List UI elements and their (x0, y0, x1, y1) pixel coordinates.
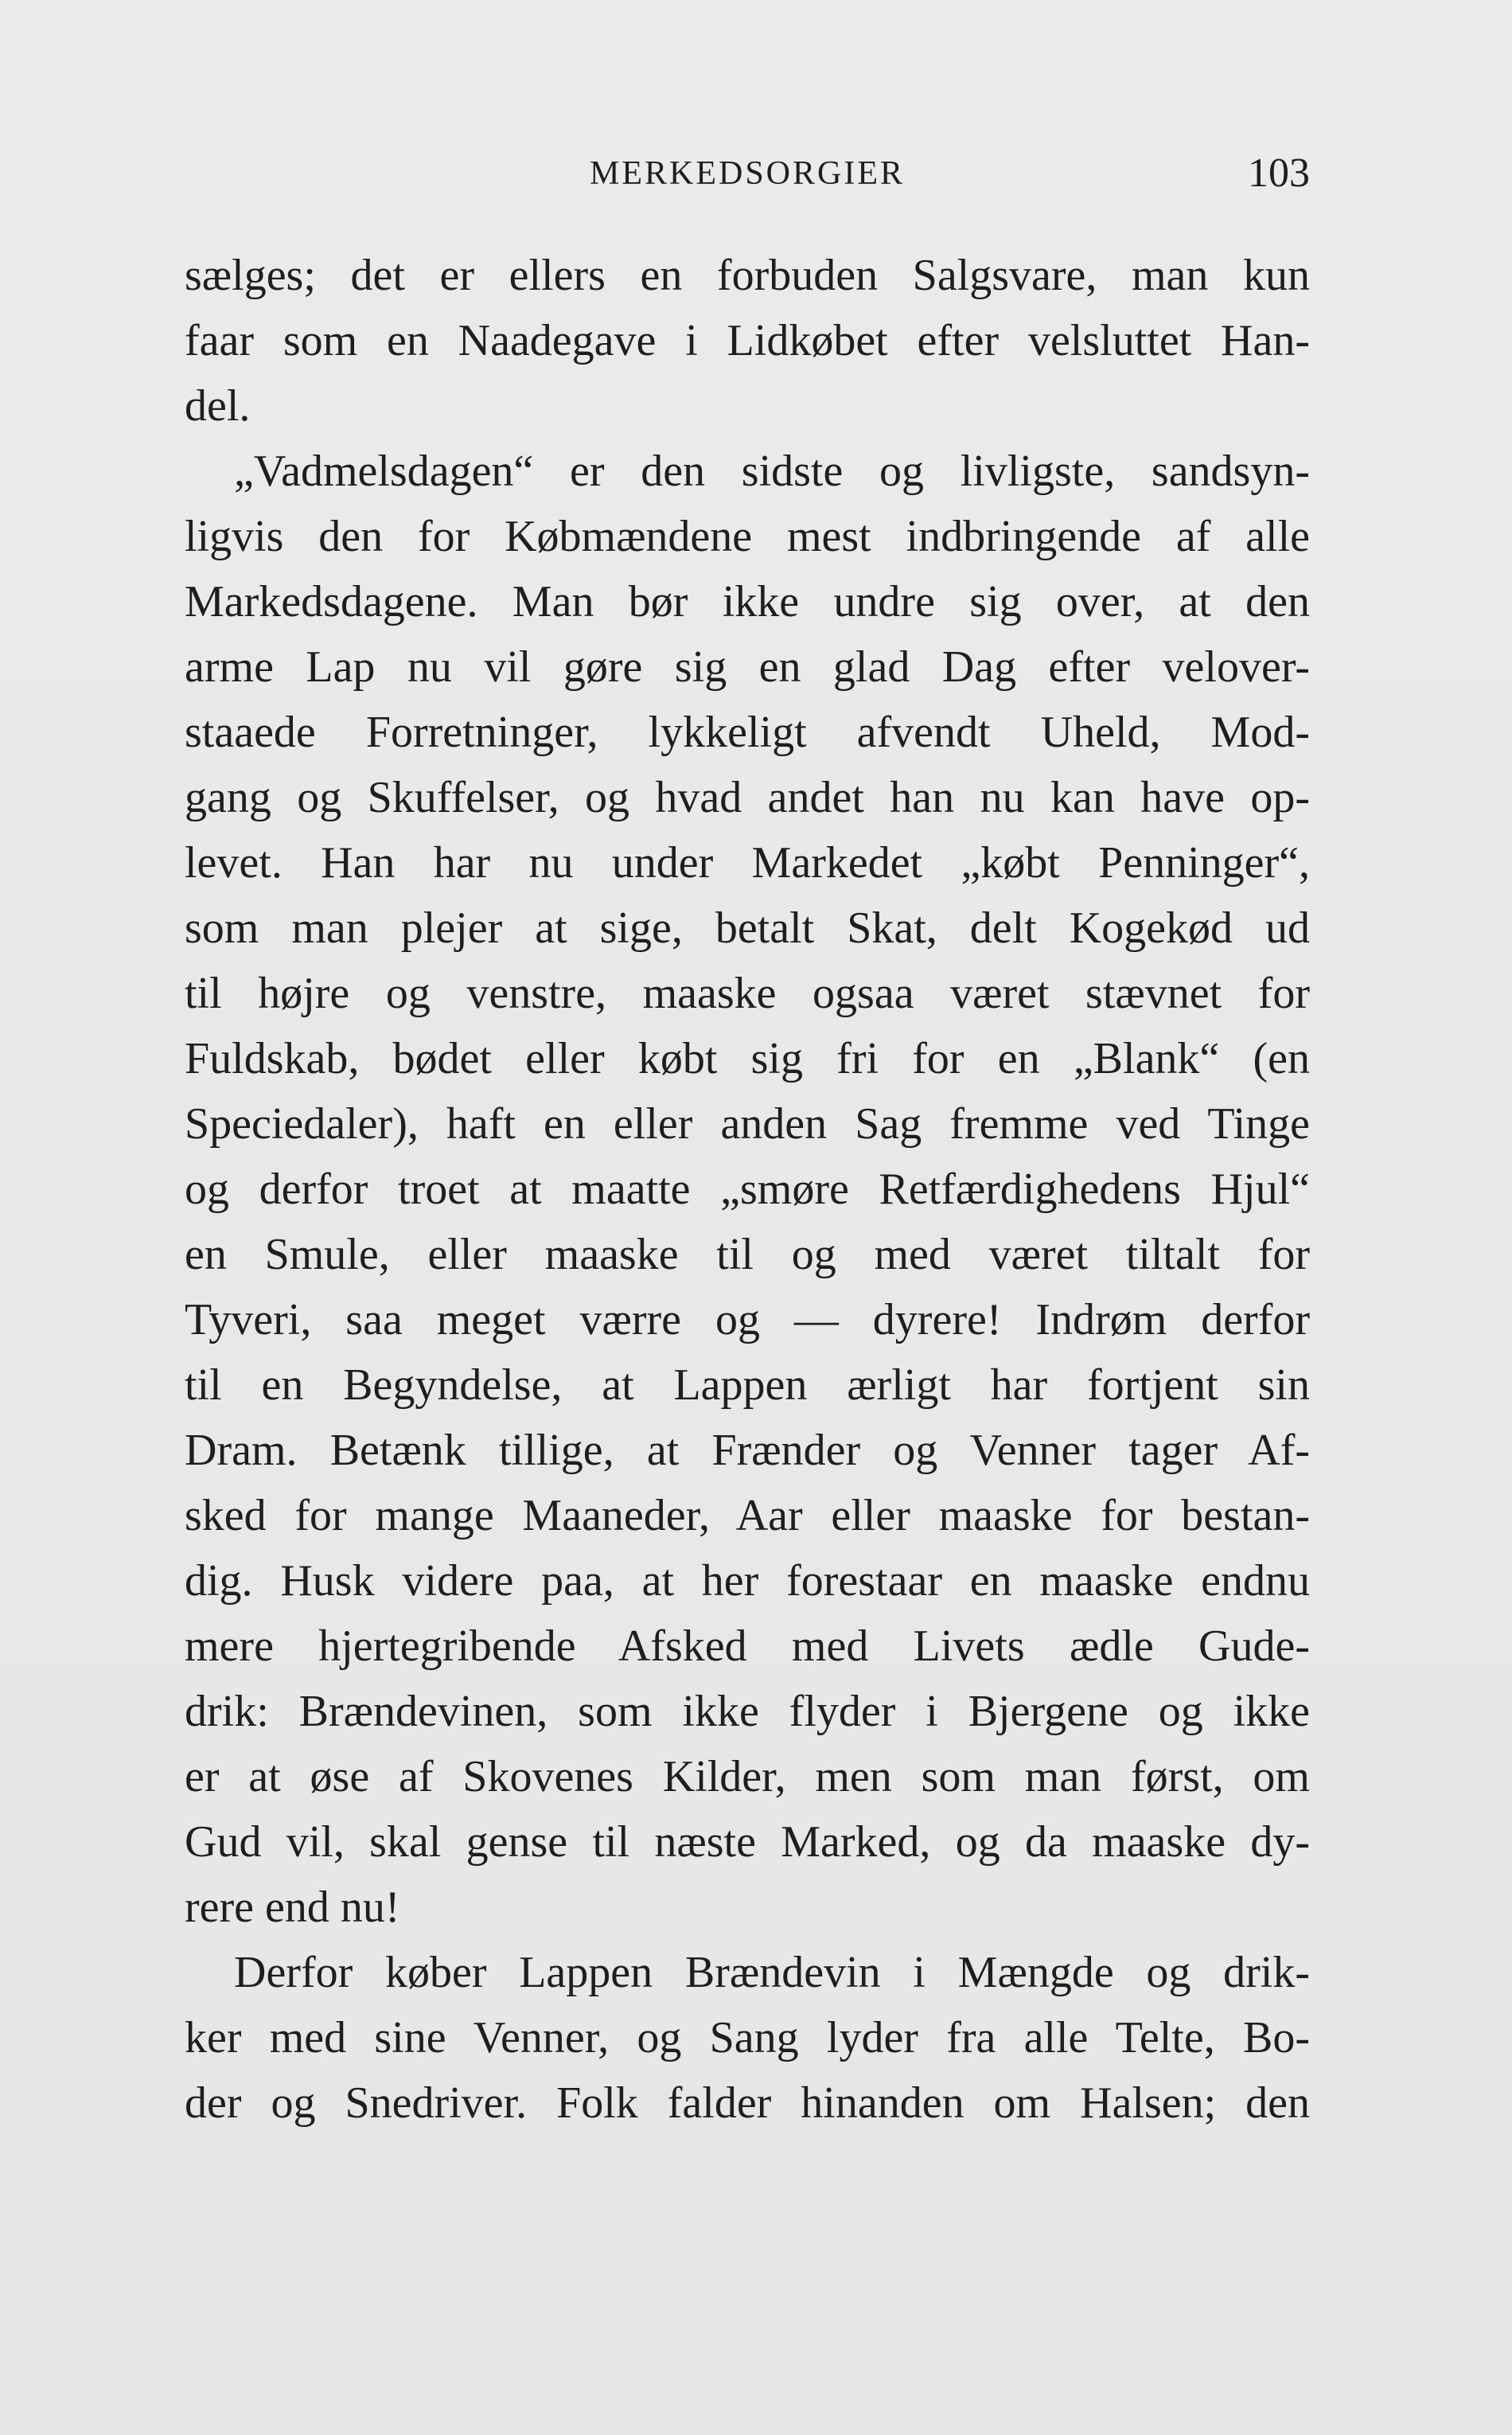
text-line: Fuldskab, bødet eller købt sig fri for en „Blank“ (en (185, 1034, 1310, 1083)
text-line: dig. Husk videre paa, at her forestaar en maaske endnu (185, 1556, 1310, 1606)
text-line: Gud vil, skal gense til næste Marked, og da maaske dy- (185, 1817, 1310, 1867)
text-line: ligvis den for Købmændene mest indbringende af alle (185, 512, 1310, 561)
text-line: drik: Brændevinen, som ikke flyder i Bjergene og ikke (185, 1687, 1310, 1736)
text-line: som man plejer at sige, betalt Skat, delt Kogekød ud (185, 903, 1310, 953)
text-line: og derfor troet at maatte „smøre Retfærdighedens Hjul“ (185, 1165, 1310, 1214)
text-line: sælges; det er ellers en forbuden Salgsvare, man kun (185, 251, 1310, 300)
text-line: mere hjertegribende Afsked med Livets ædle Gude- (185, 1621, 1310, 1671)
running-head (185, 150, 1310, 197)
text-line: „Vadmelsdagen“ er den sidste og livligste, sandsyn- (234, 447, 1310, 496)
running-title: MERKEDSORGIER (589, 155, 906, 192)
text-line: Derfor køber Lappen Brændevin i Mængde og drik- (234, 1948, 1310, 1997)
text-line: faar som en Naadegave i Lidkøbet efter velsluttet Han- (185, 316, 1310, 365)
text-line: ker med sine Venner, og Sang lyder fra alle Telte, Bo- (185, 2013, 1310, 2062)
text-line: til højre og venstre, maaske ogsaa været stævnet for (185, 969, 1310, 1018)
text-line: levet. Han har nu under Markedet „købt Penninger“, (185, 838, 1310, 888)
text-line: gang og Skuffelser, og hvad andet han nu kan have op- (185, 773, 1310, 822)
page-number: 103 (1248, 150, 1310, 196)
text-line: arme Lap nu vil gøre sig en glad Dag efter velover- (185, 642, 1310, 692)
text-line: er at øse af Skovenes Kilder, men som man først, om (185, 1752, 1310, 1801)
text-line: Markedsdagene. Man bør ikke undre sig over, at den (185, 577, 1310, 626)
text-line: til en Begyndelse, at Lappen ærligt har fortjent sin (185, 1360, 1310, 1410)
text-line: staaede Forretninger, lykkeligt afvendt Uheld, Mod- (185, 708, 1310, 757)
text-line: Tyveri, saa meget værre og — dyrere! Indrøm derfor (185, 1295, 1310, 1344)
text-line: Speciedaler), haft en eller anden Sag fremme ved Tinge (185, 1099, 1310, 1149)
text-line: en Smule, eller maaske til og med været tiltalt for (185, 1230, 1310, 1279)
text-line: sked for mange Maaneder, Aar eller maaske for bestan- (185, 1491, 1310, 1540)
text-line: del. (185, 381, 251, 431)
text-line: Dram. Betænk tillige, at Frænder og Venner tager Af- (185, 1426, 1310, 1475)
text-line: der og Snedriver. Folk falder hinanden om Halsen; den (185, 2078, 1310, 2128)
text-line: rere end nu! (185, 1883, 400, 1932)
body-text (185, 243, 1310, 2136)
